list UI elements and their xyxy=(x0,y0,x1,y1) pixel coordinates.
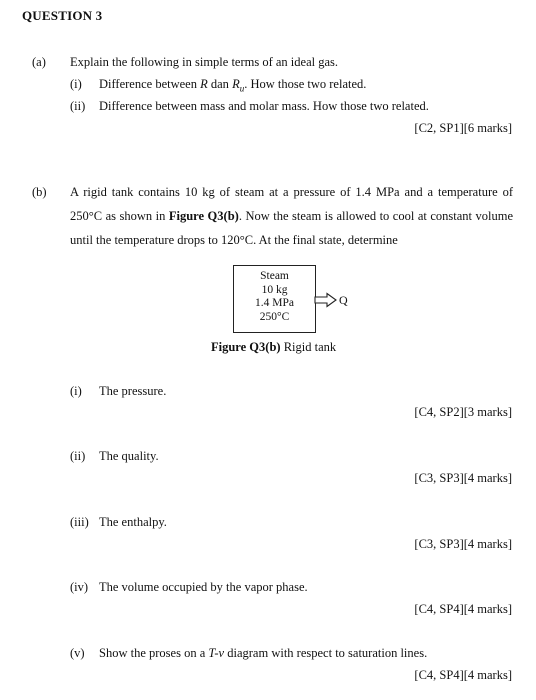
part-b-para-1: A rigid tank contains 10 kg of steam at a pressure of 1.4 MPa and a temperature of 250°C as shown in xyxy=(70,185,513,223)
part-a-item-1-num: (i) xyxy=(70,77,82,91)
part-b-item-4-marks: [C4, SP4][4 marks] xyxy=(414,602,512,616)
part-a-intro: Explain the following in simple terms of an ideal gas. xyxy=(70,55,338,69)
part-b-item-3-text: The enthalpy. xyxy=(99,515,167,529)
part-a-marks: [C2, SP1][6 marks] xyxy=(414,121,512,135)
part-b-item-5-num: (v) xyxy=(70,646,85,660)
heat-arrow-icon xyxy=(314,292,338,308)
tank-line-2: 10 kg xyxy=(261,283,288,296)
part-b-item-5-marks: [C4, SP4][4 marks] xyxy=(414,668,512,682)
heat-label: Q xyxy=(339,293,348,307)
tank-line-4: 250°C xyxy=(259,310,290,323)
question-title: QUESTION 3 xyxy=(22,8,103,23)
part-b-item-4-text: The volume occupied by the vapor phase. xyxy=(99,580,308,594)
tank-line-1: Steam xyxy=(260,270,289,282)
part-b-item-2-marks: [C3, SP3][4 marks] xyxy=(414,471,512,485)
figure-caption-rest: Rigid tank xyxy=(280,340,337,354)
figure-caption xyxy=(211,340,336,355)
part-a-label: (a) xyxy=(32,55,46,69)
part-b-item-2-text: The quality. xyxy=(99,449,159,463)
part-b-item-1-text: The pressure. xyxy=(99,384,167,398)
part-b-para-2: . Now the steam is allowed to cool at constant volume until the temperature drops to 120°C. At the final state, determine xyxy=(70,209,513,247)
figure-caption-bold: Figure Q3(b) xyxy=(211,340,281,354)
part-b-item-3-marks: [C3, SP3][4 marks] xyxy=(414,537,512,551)
part-a-item-1-text: Difference between R dan $R_u$. How those two related. xyxy=(99,77,367,94)
part-b-item-4-num: (iv) xyxy=(70,580,89,594)
part-b-item-3-num: (iii) xyxy=(70,515,89,529)
part-b-item-2-num: (ii) xyxy=(70,449,86,463)
tank-line-3: 1.4 MPa xyxy=(255,297,294,309)
part-a-item-2-text: Difference between mass and molar mass. How those two related. xyxy=(99,99,429,113)
rigid-tank-figure xyxy=(233,265,316,333)
part-b-item-5-text: Show the proses on a T-v diagram with respect to saturation lines. xyxy=(99,646,428,660)
figure-reference: Figure Q3(b) xyxy=(168,209,239,223)
part-b-label: (b) xyxy=(32,185,47,199)
part-b-paragraph xyxy=(70,180,513,252)
part-a-item-2-num: (ii) xyxy=(70,99,86,113)
part-b-item-1-num: (i) xyxy=(70,384,82,398)
part-b-item-1-marks: [C4, SP2][3 marks] xyxy=(414,405,512,419)
